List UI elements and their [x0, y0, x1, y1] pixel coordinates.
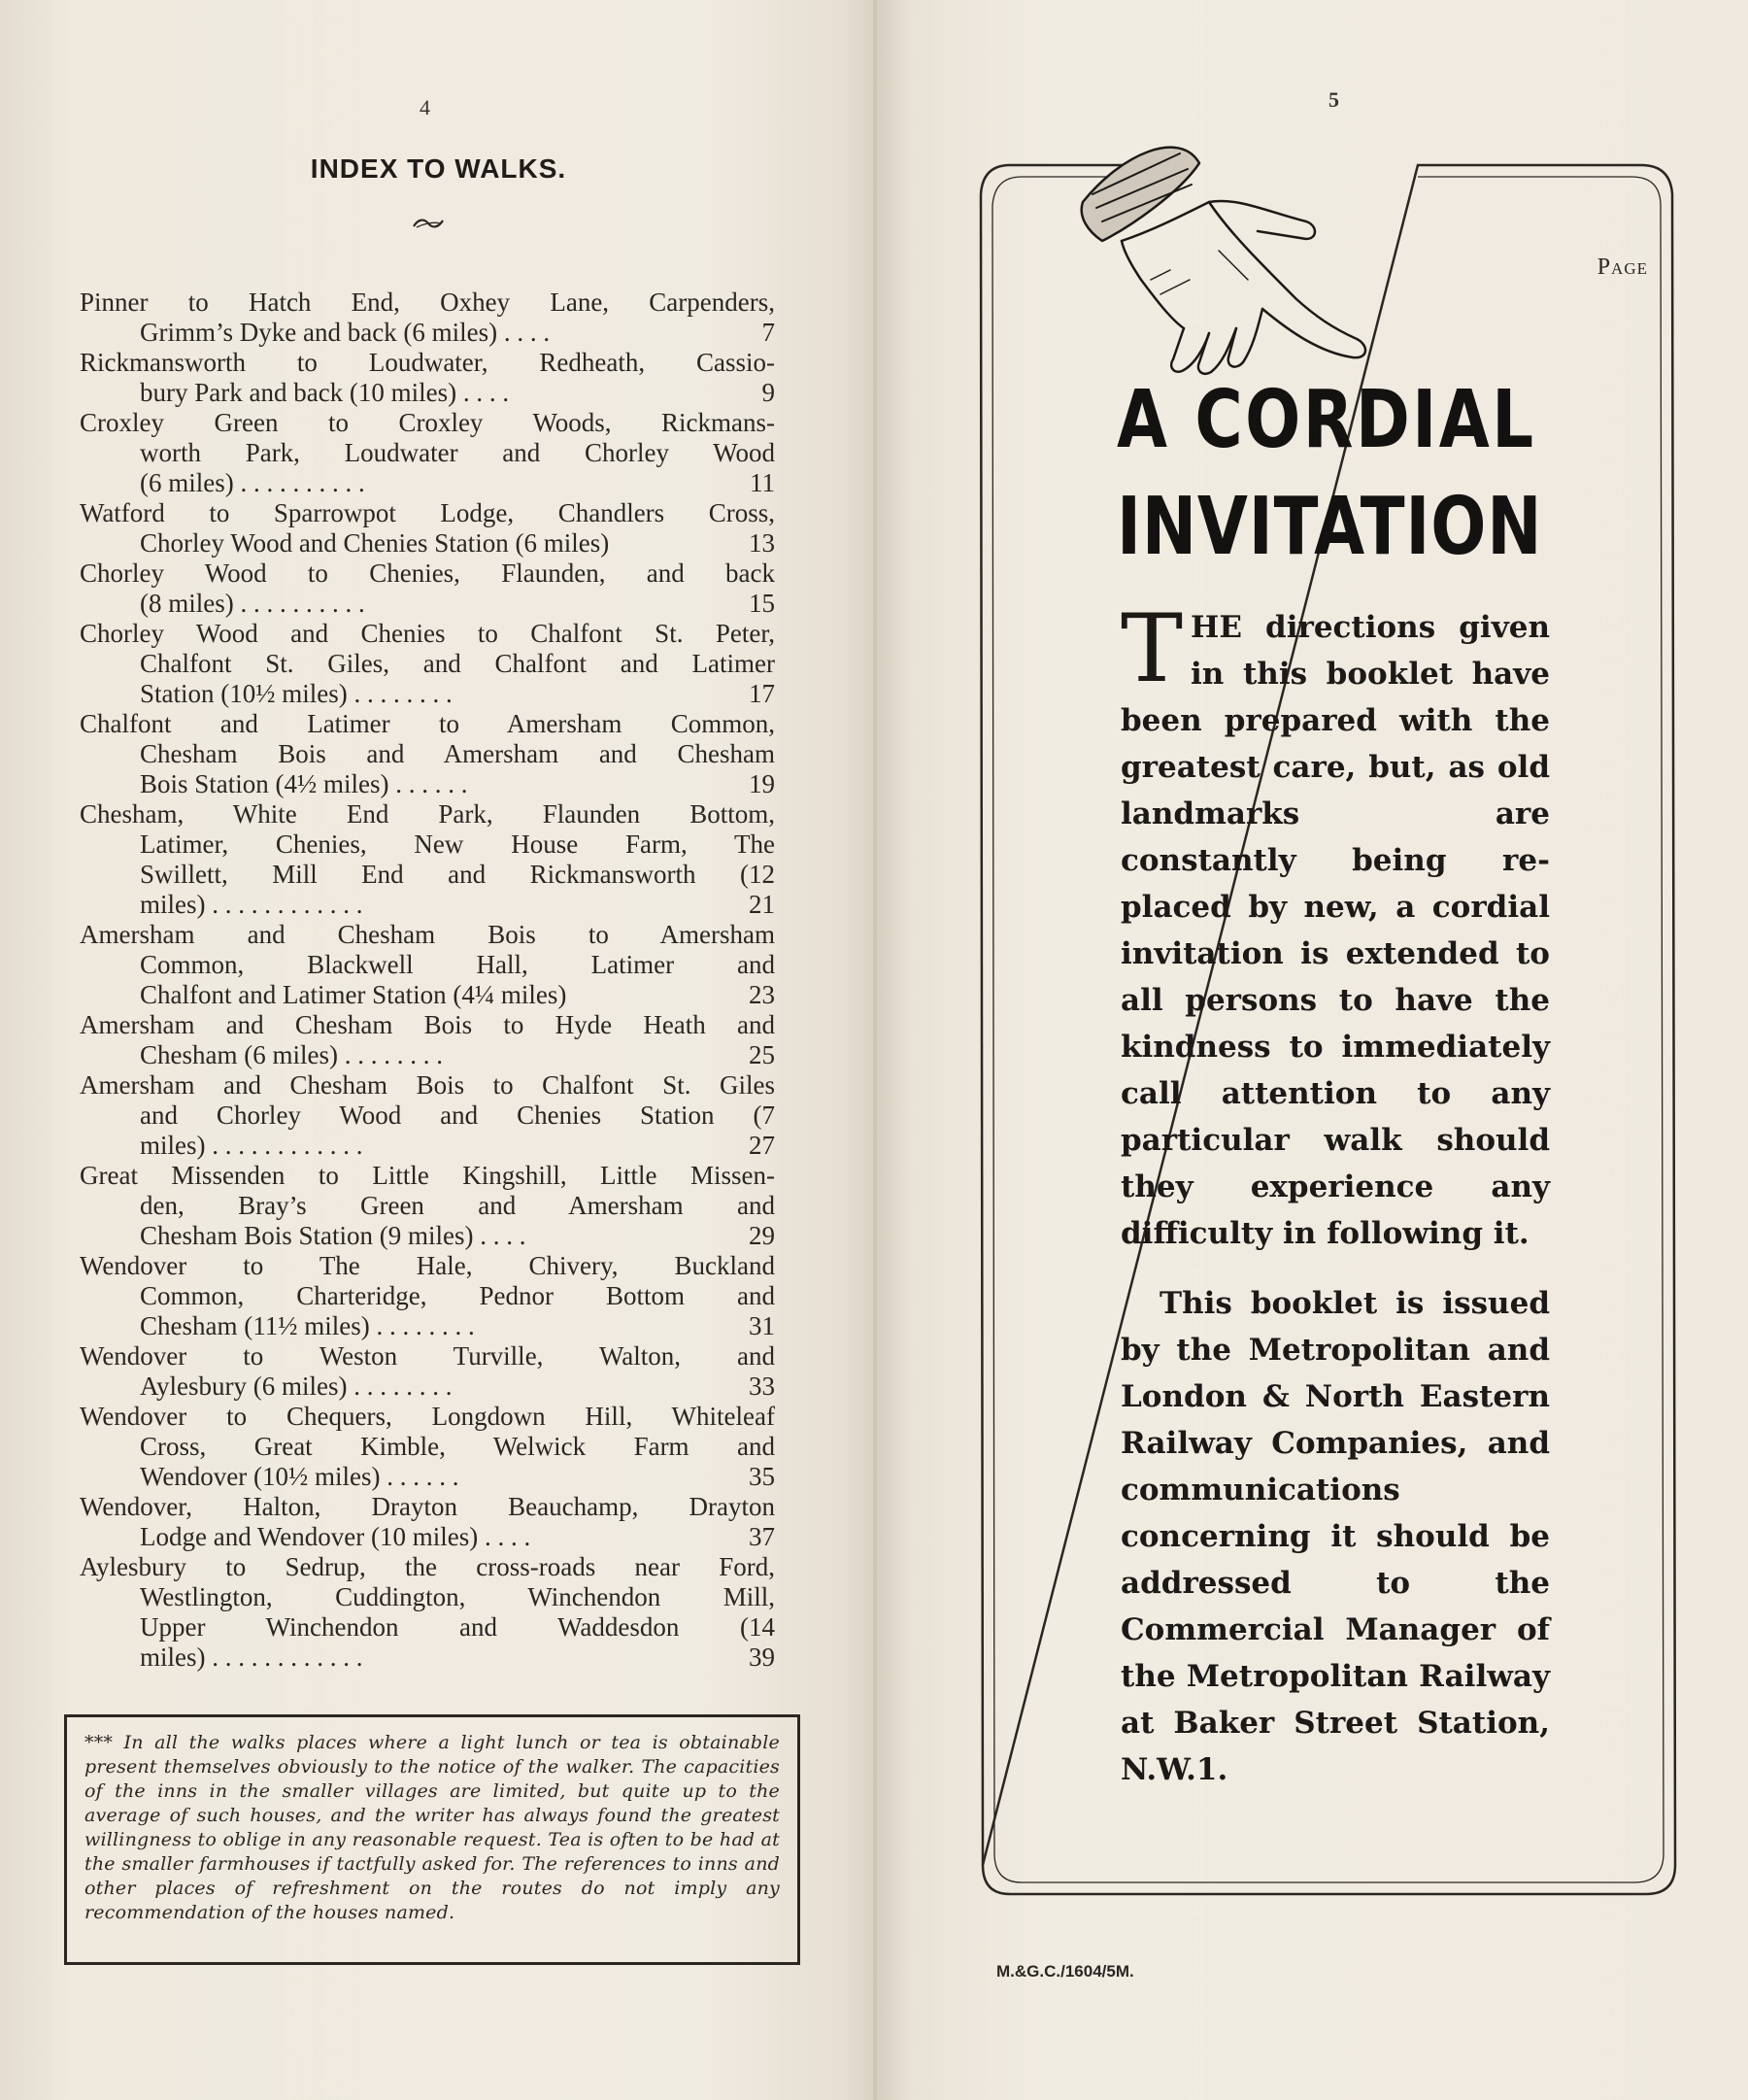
walk-entry-line [80, 438, 775, 468]
walk-entry [80, 920, 775, 1010]
walk-entry-line [80, 1552, 775, 1582]
walk-entry-text: Aylesbury to Sedrup, the cross-roads near Ford, [80, 1552, 775, 1581]
walk-entry-text: Rickmansworth to Loudwater, Redheath, Cassio- [80, 348, 775, 377]
walk-entry-text: Chesham Bois and Amersham and Chesham [140, 739, 775, 768]
walk-entry-page: 7 [761, 318, 775, 347]
walk-entry-line [80, 679, 775, 709]
walk-entry-text: Chesham, White End Park, Flaunden Bottom, [80, 799, 775, 829]
walk-entry-line [80, 1612, 775, 1643]
walk-entry-line [80, 1582, 775, 1612]
walk-entry-text: Wendover (10½ miles) . . . . . . [140, 1462, 459, 1491]
walk-entry-line [80, 769, 775, 799]
walk-entry-line [80, 649, 775, 679]
walk-entry-line [80, 619, 775, 649]
ornament-icon [411, 216, 446, 231]
walk-entry-text: Wendover, Halton, Drayton Beauchamp, Drayton [80, 1492, 775, 1521]
walk-entry [80, 408, 775, 498]
walk-entry-text: worth Park, Loudwater and Chorley Wood [140, 438, 775, 467]
walk-entry-text: Chalfont St. Giles, and Chalfont and Latimer [140, 649, 775, 678]
walk-entry-line [80, 1161, 775, 1191]
headline-line-1: A CORDIAL [1117, 374, 1536, 466]
walk-entry-page: 23 [749, 980, 775, 1009]
walk-entry-line [80, 318, 775, 348]
walk-entry-line [80, 528, 775, 559]
walk-entry-page: 35 [749, 1462, 775, 1491]
walk-entry-page: 25 [749, 1040, 775, 1069]
walk-entry-text: Amersham and Chesham Bois to Hyde Heath and [80, 1010, 775, 1039]
walk-entry-line [80, 468, 775, 498]
walk-entry-line [80, 860, 775, 890]
walk-entry-line [80, 348, 775, 378]
refreshment-note: *** In all the walks places where a light lunch or tea is obtainable present themselves obviously to the notice of the walker. The capacities of the inns in the smaller villages are limited, but quite up to the average of such houses, and the writer has always found the greatest willingness to oblige in any reasonable request. Tea is often to be had at the smaller farmhouses if tactfully asked for. The references to inns and other places of refreshment on the routes do not imply any recommendation of the houses named. [84, 1732, 780, 1923]
walk-entry-text: Grimm’s Dyke and back (6 miles) . . . . [140, 318, 551, 347]
walk-entry-text: (6 miles) . . . . . . . . . . [140, 468, 365, 497]
walk-entry-line [80, 830, 775, 860]
walk-entry-text: miles) . . . . . . . . . . . . [140, 890, 363, 919]
page-number-right: 5 [1328, 87, 1339, 112]
walk-entry [80, 799, 775, 920]
walk-entry-text: miles) . . . . . . . . . . . . [140, 1131, 363, 1160]
page-column-label: Page [1597, 254, 1648, 280]
walk-entry-text: Lodge and Wendover (10 miles) . . . . [140, 1522, 531, 1551]
walk-entry-line [80, 408, 775, 438]
walk-entry-line [80, 498, 775, 528]
walk-entry [80, 1010, 775, 1070]
walk-entry-text: and Chorley Wood and Chenies Station (7 [140, 1101, 775, 1130]
walk-entry-page: 21 [749, 890, 775, 919]
walk-entry-line [80, 1131, 775, 1161]
walk-entry-text: miles) . . . . . . . . . . . . [140, 1643, 363, 1672]
walk-entry-page: 9 [761, 378, 775, 407]
walk-entry-line [80, 1643, 775, 1673]
walk-entry-text: (8 miles) . . . . . . . . . . [140, 589, 365, 618]
walk-entry-page: 15 [749, 589, 775, 618]
walk-entry-text: Amersham and Chesham Bois to Amersham [80, 920, 775, 949]
walk-entry [80, 619, 775, 709]
print-code: M.&G.C./1604/5M. [996, 1962, 1134, 1981]
walk-entry-text: Swillett, Mill End and Rickmansworth (12 [140, 860, 775, 889]
walk-entry-text: Latimer, Chenies, New House Farm, The [140, 830, 775, 859]
walk-entry-text: Chalfont and Latimer Station (4¼ miles) [140, 980, 567, 1009]
walk-entry-page: 39 [749, 1643, 775, 1672]
walk-entry-text: Bois Station (4½ miles) . . . . . . [140, 769, 468, 798]
walk-entry-line [80, 288, 775, 318]
walk-entry-text: Wendover to Weston Turville, Walton, and [80, 1341, 775, 1371]
pointing-hand-icon [1063, 134, 1394, 387]
walk-entry-text: Chesham (6 miles) . . . . . . . . [140, 1040, 443, 1069]
invitation-paragraph [1121, 594, 1550, 1257]
walk-entry-text: Chorley Wood to Chenies, Flaunden, and back [80, 559, 775, 588]
walk-entry-text: Chorley Wood and Chenies to Chalfont St. Peter, [80, 619, 775, 648]
walk-entry-text: Wendover to The Hale, Chivery, Buckland [80, 1251, 775, 1280]
walk-entry-text: Westlington, Cuddington, Winchendon Mill, [140, 1582, 775, 1611]
walk-entry-line [80, 1221, 775, 1251]
walk-entry-line [80, 1462, 775, 1492]
walk-entry-line [80, 890, 775, 920]
walk-entry-line [80, 559, 775, 589]
walk-entry-text: den, Bray’s Green and Amersham and [140, 1191, 775, 1220]
walk-entry-page: 31 [749, 1311, 775, 1340]
headline-line-2: INVITATION [1117, 481, 1543, 573]
page-number-left: 4 [420, 95, 430, 119]
walk-entry-text: Common, Blackwell Hall, Latimer and [140, 950, 775, 979]
index-title: INDEX TO WALKS. [310, 153, 567, 184]
walk-entry-line [80, 1432, 775, 1462]
walk-entry [80, 1070, 775, 1161]
walk-entry-line [80, 739, 775, 769]
walk-entry-line [80, 1010, 775, 1040]
walk-entry-page: 33 [749, 1372, 775, 1401]
walk-entry [80, 1251, 775, 1341]
walk-entry-line [80, 1191, 775, 1221]
walk-entry-line [80, 378, 775, 408]
walk-entry-line [80, 1372, 775, 1402]
walk-entry-line [80, 799, 775, 830]
walk-entry [80, 1161, 775, 1251]
walk-entry-page: 11 [750, 468, 775, 497]
walk-entry-text: Upper Winchendon and Waddesdon (14 [140, 1612, 775, 1642]
walk-entry-text: Cross, Great Kimble, Welwick Farm and [140, 1432, 775, 1461]
walk-entry-text: Wendover to Chequers, Longdown Hill, Whiteleaf [80, 1402, 775, 1431]
walk-entry-page: 37 [749, 1522, 775, 1551]
walk-entry-line [80, 980, 775, 1010]
walk-entry [80, 1552, 775, 1673]
walk-entry-text: Aylesbury (6 miles) . . . . . . . . [140, 1372, 453, 1401]
walk-entry-text: Amersham and Chesham Bois to Chalfont St. Giles [80, 1070, 775, 1100]
walk-entry-text: Pinner to Hatch End, Oxhey Lane, Carpenders, [80, 288, 775, 317]
walk-entry [80, 1402, 775, 1492]
walk-entry-line [80, 1040, 775, 1070]
walk-entry-line [80, 1070, 775, 1101]
walk-entry [80, 1341, 775, 1402]
walk-entry [80, 498, 775, 559]
walk-entry-text: Watford to Sparrowpot Lodge, Chandlers Cross, [80, 498, 775, 527]
walk-entry [80, 348, 775, 408]
walk-entry-line [80, 1341, 775, 1372]
walk-entry [80, 288, 775, 348]
walk-entry [80, 1492, 775, 1552]
walk-entry-text: Great Missenden to Little Kingshill, Little Missen- [80, 1161, 775, 1190]
walk-entry [80, 559, 775, 619]
drop-cap: T [1121, 594, 1184, 703]
walk-entry-line [80, 920, 775, 950]
walk-entry-line [80, 709, 775, 739]
walk-entry-text: Chalfont and Latimer to Amersham Common, [80, 709, 775, 738]
walk-index-list [80, 288, 775, 1673]
walk-entry-text: Chesham (11½ miles) . . . . . . . . [140, 1311, 475, 1340]
issuer-paragraph: This booklet is issued by the Metropolitan and London & North Eastern Railway Companies, and communications concerning it should be addressed to the Commercial Manager of the Metropolitan Railway at Baker Street Station, N.W.1. [1121, 1286, 1550, 1787]
walk-entry-text: Chesham Bois Station (9 miles) . . . . [140, 1221, 526, 1250]
walk-entry-text: bury Park and back (10 miles) . . . . [140, 378, 510, 407]
walk-entry-line [80, 950, 775, 980]
walk-entry-text: Station (10½ miles) . . . . . . . . [140, 679, 453, 708]
walk-entry-page: 17 [749, 679, 775, 708]
walk-entry-line [80, 1281, 775, 1311]
refreshment-note-box [64, 1714, 800, 1965]
walk-entry-page: 13 [749, 528, 775, 558]
walk-entry-page: 19 [749, 769, 775, 798]
walk-entry-line [80, 1101, 775, 1131]
walk-entry-line [80, 1402, 775, 1432]
walk-entry-line [80, 1492, 775, 1522]
walk-entry-text: Chorley Wood and Chenies Station (6 miles) [140, 528, 610, 558]
walk-entry-line [80, 589, 775, 619]
walk-entry-line [80, 1522, 775, 1552]
walk-entry-line [80, 1251, 775, 1281]
walk-entry-text: Croxley Green to Croxley Woods, Rickmans- [80, 408, 775, 437]
walk-entry-text: Common, Charteridge, Pednor Bottom and [140, 1281, 775, 1310]
walk-entry-page: 29 [749, 1221, 775, 1250]
walk-entry-page: 27 [749, 1131, 775, 1160]
invitation-paragraph-text: HE directions given in this booklet have been prepared with the greatest care, but, as old landmarks are constantly being replaced by new, a cordial invitation is extended to all persons to have the kindness to immediately call attention to any particular walk should they experience any difficulty in following it. [1121, 610, 1550, 1251]
walk-entry [80, 709, 775, 799]
walk-entry-line [80, 1311, 775, 1341]
